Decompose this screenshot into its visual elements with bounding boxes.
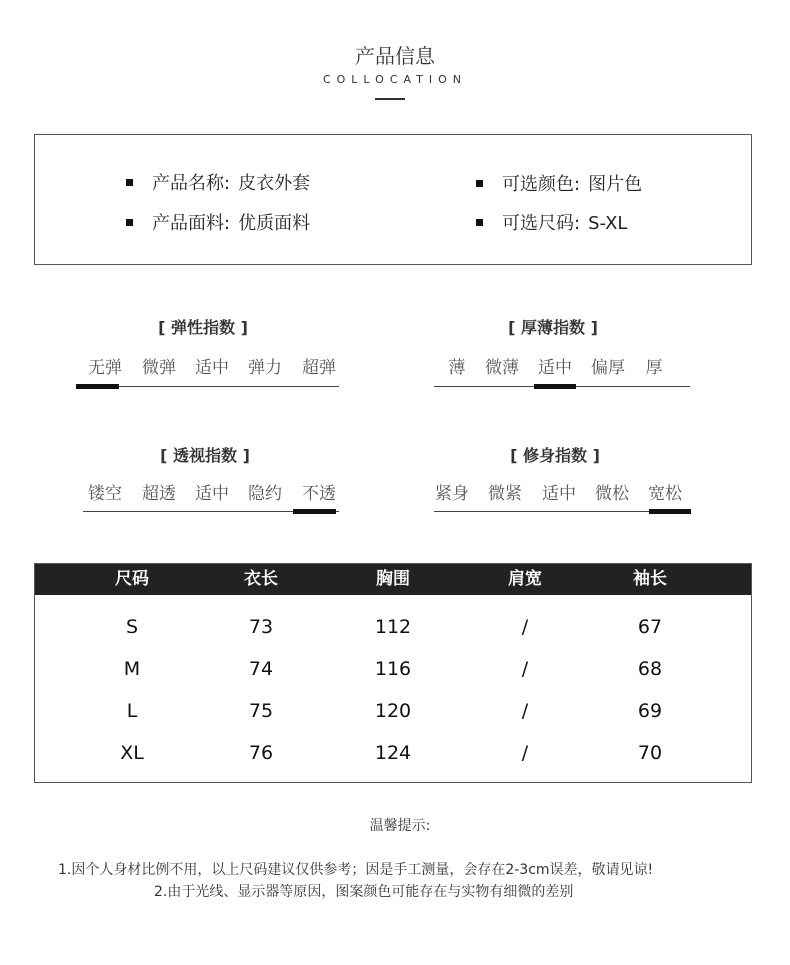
column-header: 袖长	[633, 569, 667, 589]
info-value: S-XL	[588, 213, 628, 234]
table-cell: 112	[374, 616, 412, 638]
info-item-fabric	[126, 209, 310, 235]
product-info-box	[34, 134, 752, 265]
info-value: 优质面料	[238, 213, 311, 234]
table-cell: L	[126, 700, 138, 722]
info-label: 产品名称:	[152, 173, 231, 194]
table-cell: /	[521, 616, 529, 638]
info-label: 产品面料:	[152, 213, 231, 234]
table-cell: /	[521, 658, 529, 680]
index-option: 微紧	[488, 484, 522, 504]
table-cell: 76	[248, 742, 274, 764]
info-item-color	[476, 170, 642, 196]
bullet-icon	[476, 180, 483, 187]
info-label: 可选颜色:	[502, 174, 581, 195]
table-cell: XL	[120, 742, 144, 764]
column-header: 尺码	[115, 569, 149, 589]
info-label: 可选尺码:	[502, 213, 581, 234]
index-option: 薄	[448, 358, 466, 378]
elasticity-index-marker	[76, 384, 119, 389]
thickness-index-marker	[534, 384, 576, 389]
info-item-name	[126, 169, 310, 195]
bullet-icon	[126, 179, 133, 186]
index-option: 微薄	[485, 358, 519, 378]
table-cell: S	[125, 616, 139, 638]
table-cell: /	[521, 742, 529, 764]
size-table	[34, 563, 752, 783]
bullet-icon	[126, 219, 133, 226]
bullet-icon	[476, 219, 483, 226]
tips-title: 温馨提示:	[369, 818, 431, 834]
table-cell: /	[521, 700, 529, 722]
info-value: 图片色	[588, 174, 643, 195]
page-title: 产品信息	[355, 44, 435, 68]
index-option: 微松	[595, 484, 629, 504]
column-header: 肩宽	[508, 569, 542, 589]
table-cell: M	[123, 658, 141, 680]
index-option: 厚	[645, 358, 663, 378]
index-option: 紧身	[435, 484, 469, 504]
tips-note-1: 1.因个人身材比例不用，以上尺码建议仅供参考；因是手工测量，会存在2-3cm误差，敬请见谅!	[58, 862, 654, 878]
table-cell: 68	[637, 658, 663, 680]
index-option: 弹力	[248, 358, 282, 378]
index-option: 适中	[538, 358, 572, 378]
title-divider	[375, 98, 405, 100]
index-option: 偏厚	[591, 358, 625, 378]
index-option: 适中	[195, 484, 229, 504]
transparency-index-marker	[293, 509, 336, 514]
index-option: 超弹	[302, 358, 336, 378]
thickness-index-title: [ 厚薄指数 ]	[508, 318, 598, 337]
index-option: 镂空	[88, 484, 122, 504]
table-cell: 124	[374, 742, 412, 764]
table-cell: 70	[637, 742, 663, 764]
elasticity-index-title: [ 弹性指数 ]	[158, 318, 248, 337]
table-header	[35, 564, 751, 595]
table-cell: 116	[374, 658, 412, 680]
index-option: 适中	[542, 484, 576, 504]
tips-note-2: 2.由于光线、显示器等原因，图案颜色可能存在与实物有细微的差别	[154, 884, 574, 900]
transparency-index-title: [ 透视指数 ]	[160, 446, 250, 465]
fit-index-marker	[649, 509, 691, 514]
table-cell: 69	[637, 700, 663, 722]
column-header: 衣长	[244, 569, 278, 589]
column-header: 胸围	[376, 569, 410, 589]
index-option: 不透	[302, 484, 336, 504]
info-value: 皮衣外套	[238, 173, 311, 194]
table-cell: 74	[248, 658, 274, 680]
table-cell: 67	[637, 616, 663, 638]
index-option: 超透	[142, 484, 176, 504]
info-item-size	[476, 209, 627, 235]
index-option: 无弹	[88, 358, 122, 378]
page-subtitle: COLLOCATION	[322, 73, 468, 86]
table-cell: 120	[374, 700, 412, 722]
fit-index-title: [ 修身指数 ]	[510, 446, 600, 465]
table-cell: 73	[248, 616, 274, 638]
index-option: 隐约	[248, 484, 282, 504]
index-option: 适中	[195, 358, 229, 378]
table-cell: 75	[248, 700, 274, 722]
index-option: 宽松	[648, 484, 682, 504]
index-option: 微弹	[142, 358, 176, 378]
